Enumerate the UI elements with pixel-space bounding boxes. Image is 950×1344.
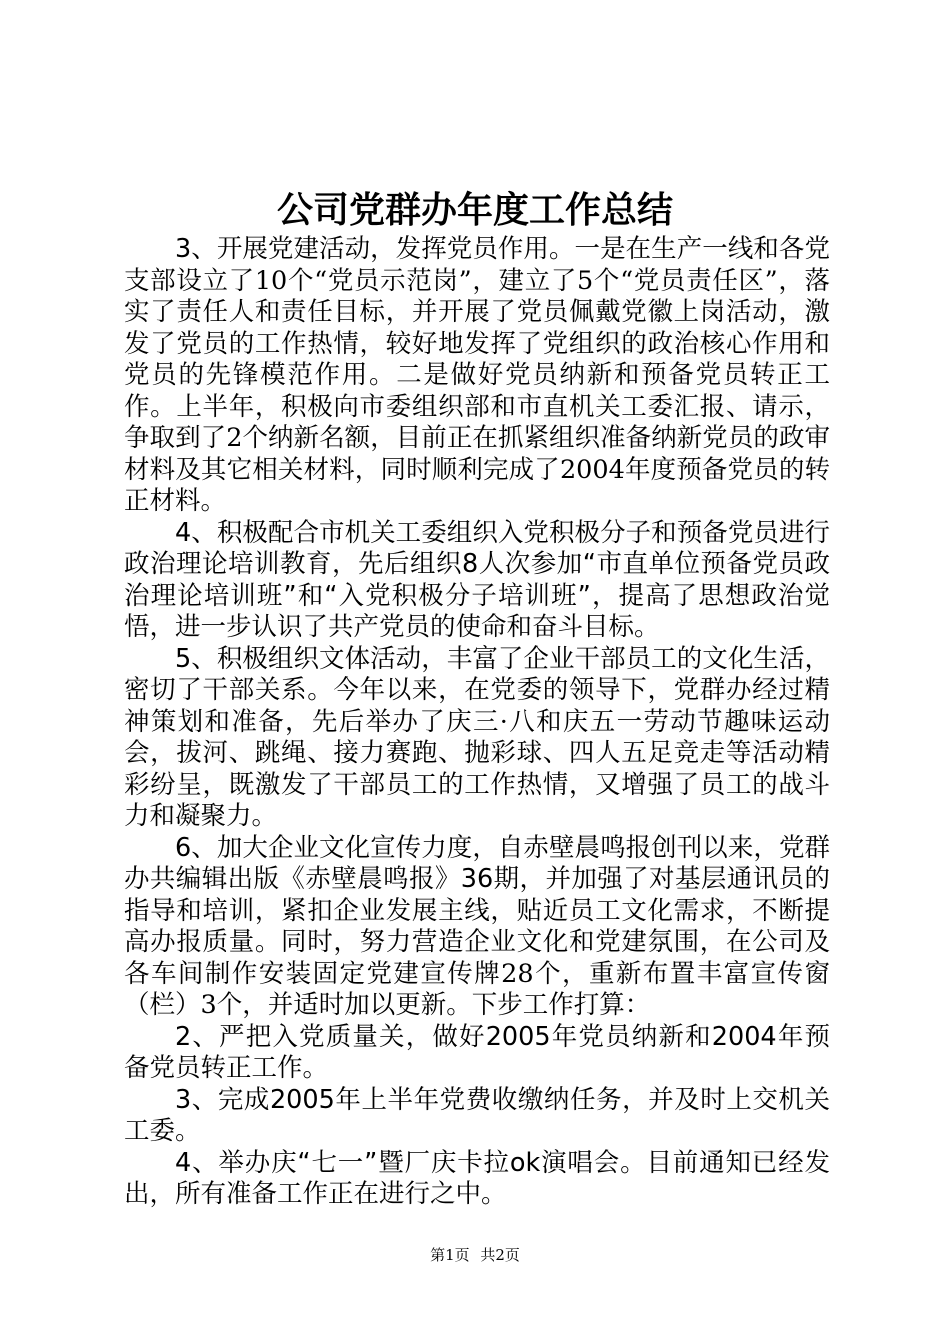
page-number-footer: 第1页 共2页 [430, 1246, 520, 1264]
paragraph-plan-concert [124, 1148, 830, 1211]
paragraph-lead: 5、积极组织文体活动，丰富了企业干部员工的文化生活，密切了干部关系。 [124, 643, 830, 705]
paragraph-publicity [124, 833, 830, 1022]
paragraph-lead: 2、严把入党质量关，做好2005年党员纳新和2004年预备党员转正工作。 [124, 1021, 830, 1083]
paragraph-lead: 3、开展党建活动，发挥党员作用。 [175, 234, 575, 264]
paragraph-plan-membership [124, 1022, 830, 1085]
paragraph-lead: 3、完成2005年上半年党费收缴纳任务，并及时上交机关工委。 [124, 1084, 830, 1146]
paragraph-text: 同时，努力营造企业文化和党建氛围，在公司及各车间制作安装固定党建宣传牌28个，重新布置丰富宣传窗（栏）3个，并适时加以更新。下步工作打算： [124, 927, 830, 1020]
paragraph-lead: 4、积极配合市机关工委组织入党积极分子和预备党员进行政治理论培训教育，先后组织8人次参加“市直单位预备党员政治理论培训班”和“入党积极分子培训班”，提高了思想政治觉悟，进一步认识了共产党员的使命和奋斗目标。 [124, 517, 830, 642]
document-body [124, 234, 830, 1211]
paragraph-activities [124, 234, 830, 518]
paragraph-training [124, 518, 830, 644]
paragraph-text: 一是在生产一线和各党支部设立了10个“党员示范岗”，建立了5个“党员责任区”，落实了责任人和责任目标，并开展了党员佩戴党徽上岗活动，激发了党员的工作热情，较好地发挥了党组织的政治核心作用和党员的先锋模范作用。二是做好党员纳新和预备党员转正工作。上半年，积极向市委组织部和市直机关工委汇报、请示，争取到了2个纳新名额，目前正在抓紧组织准备纳新党员的政审材料及其它相关材料，同时顺利完成了2004年度预备党员的转正材料。 [124, 234, 830, 516]
paragraph-culture-sports [124, 644, 830, 833]
paragraph-lead: 6、加大企业文化宣传力度，自赤壁晨鸣报创刊以来，党群办共编辑出版《赤壁晨鸣报》36期，并加强了对基层通讯员的指导和培训，紧扣企业发展主线，贴近员工文化需求，不断提高办报质量。 [124, 832, 830, 957]
paragraph-text: 今年以来，在党委的领导下，党群办经过精神策划和准备，先后举办了庆三·八和庆五一劳动节趣味运动会，拔河、跳绳、接力赛跑、抛彩球、四人五足竞走等活动精彩纷呈，既激发了干部员工的工作热情，又增强了员工的战斗力和凝聚力。 [124, 675, 830, 831]
document-title: 公司党群办年度工作总结 [276, 189, 673, 231]
paragraph-plan-dues [124, 1085, 830, 1148]
paragraph-lead: 4、举办庆“七一”暨厂庆卡拉ok演唱会。 [175, 1147, 647, 1178]
paragraph-text: 目前通知已经发出，所有准备工作正在进行之中。 [124, 1147, 830, 1209]
